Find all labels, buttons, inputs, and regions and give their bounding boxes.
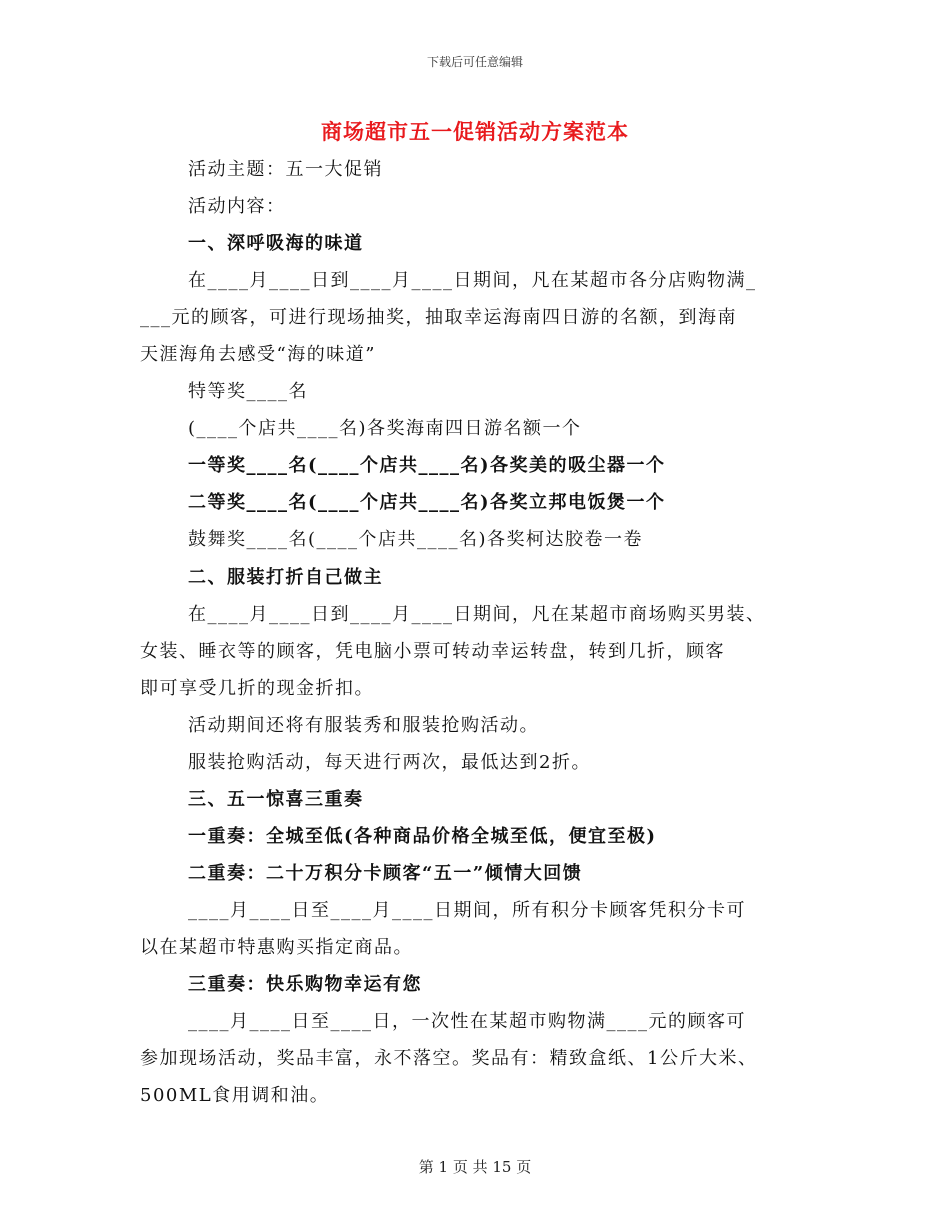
activity-content-label: 活动内容：	[188, 196, 286, 217]
paragraph-line: 以在某超市特惠购买指定商品。	[140, 937, 413, 958]
paragraph-line: 参加现场活动，奖品丰富，永不落空。奖品有：精致盒纸、1公斤大米、	[140, 1048, 758, 1069]
subheading-line: 二重奏：二十万积分卡顾客“五一”倾情大回馈	[188, 863, 583, 884]
document-title: 商场超市五一促销活动方案范本	[321, 119, 629, 144]
subheading-line: 一重奏：全城至低(各种商品价格全城至低，便宜至极)	[188, 826, 657, 847]
paragraph-line: 500ML食用调和油。	[140, 1085, 330, 1106]
paragraph-line: 在____月____日到____月____日期间，凡在某超市各分店购物满_	[188, 270, 757, 291]
prize-line-bold: 二等奖____名(____个店共____名)各奖立邦电饭煲一个	[188, 492, 666, 513]
prize-line-bold: 一等奖____名(____个店共____名)各奖美的吸尘器一个	[188, 455, 666, 476]
paragraph-line: ____月____日至____月____日期间，所有积分卡顾客凭积分卡可	[188, 900, 746, 921]
page-number-footer: 第 1 页 共 15 页	[418, 1158, 532, 1176]
prize-line: 鼓舞奖____名(____个店共____名)各奖柯达胶卷一卷	[188, 529, 644, 550]
section-heading-3: 三、五一惊喜三重奏	[188, 789, 364, 810]
page-header-note: 下载后可任意编辑	[426, 55, 523, 69]
paragraph-line: 女装、睡衣等的顾客，凭电脑小票可转动幸运转盘，转到几折，顾客	[140, 641, 725, 662]
activity-theme: 活动主题：五一大促销	[188, 159, 383, 180]
paragraph-line: ____月____日至____日，一次性在某超市购物满____元的顾客可	[188, 1011, 746, 1032]
paragraph-line: 在____月____日到____月____日期间，凡在某超市商场购买男装、	[188, 604, 766, 625]
prize-line: (____个店共____名)各奖海南四日游名额一个	[188, 418, 582, 439]
section-heading-1: 一、深呼吸海的味道	[188, 233, 364, 254]
prize-line: 特等奖____名	[188, 381, 308, 402]
paragraph-line: 即可享受几折的现金折扣。	[140, 678, 374, 699]
paragraph-line: ___元的顾客，可进行现场抽奖，抽取幸运海南四日游的名额，到海南	[140, 307, 737, 328]
paragraph-line: 活动期间还将有服装秀和服装抢购活动。	[188, 715, 539, 736]
paragraph-line: 服装抢购活动，每天进行两次，最低达到2折。	[188, 752, 591, 773]
subheading-line: 三重奏：快乐购物幸运有您	[188, 974, 422, 995]
paragraph-line: 天涯海角去感受“海的味道”	[140, 344, 376, 365]
section-heading-2: 二、服装打折自己做主	[188, 567, 383, 588]
